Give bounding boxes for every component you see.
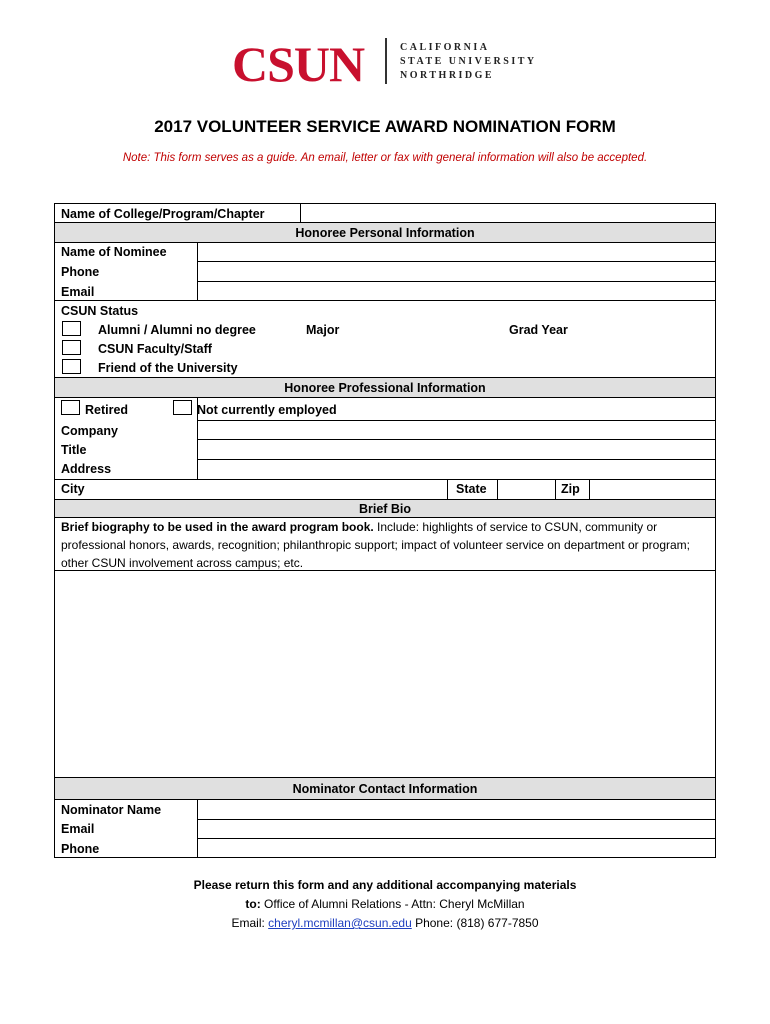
college-label: Name of College/Program/Chapter	[61, 207, 265, 221]
bio-text-area[interactable]	[55, 571, 715, 777]
nominee-label: Name of Nominee	[61, 245, 167, 259]
company-label: Company	[61, 424, 118, 438]
title-field[interactable]	[198, 440, 715, 459]
friend-option-label: Friend of the University	[98, 361, 238, 375]
contact-email-link[interactable]: cheryl.mcmillan@csun.edu	[268, 916, 412, 930]
form-note: Note: This form serves as a guide. An email, letter or fax with general information will also be accepted.	[122, 152, 648, 164]
logo-divider	[385, 38, 387, 84]
nominator-email-label: Email	[61, 822, 95, 836]
state-label: State	[456, 482, 487, 496]
nominator-name-label: Nominator Name	[61, 803, 162, 817]
company-field[interactable]	[198, 421, 715, 439]
return-office: Office of Alumni Relations - Attn: Cheryl McMillan	[260, 897, 525, 911]
nominator-info-header: Nominator Contact Information	[292, 782, 478, 796]
brief-bio-header: Brief Bio	[358, 502, 412, 516]
contact-phone: Phone: (818) 677-7850	[411, 916, 539, 930]
title-label: Title	[61, 443, 87, 457]
nomination-form-table	[54, 203, 716, 858]
zip-label: Zip	[561, 482, 580, 496]
logo-wordmark: CSUN	[232, 36, 365, 92]
return-instructions: Please return this form and any additional accompanying materials	[193, 878, 577, 892]
address-field[interactable]	[198, 460, 715, 479]
not-employed-label: Not currently employed	[197, 403, 337, 417]
phone-label: Phone	[61, 265, 100, 279]
logo-line-1: CALIFORNIA	[400, 42, 490, 53]
not-employed-checkbox[interactable]	[173, 400, 192, 415]
bio-instructions	[61, 518, 711, 572]
friend-checkbox[interactable]	[62, 359, 81, 374]
nominator-phone-label: Phone	[61, 842, 100, 856]
return-address	[0, 895, 770, 914]
city-field[interactable]	[198, 480, 447, 499]
alumni-option-label: Alumni / Alumni no degree	[98, 323, 256, 337]
logo-line-2: STATE UNIVERSITY	[400, 56, 537, 67]
address-label: Address	[61, 462, 112, 476]
bio-instructions-text: Include: highlights of service to CSUN, community or professional honors, awards, recognition; philanthropic support; impact of volunteer service on department or program; other CSUN involvement across campus; etc.	[61, 520, 690, 570]
nominator-phone-field[interactable]	[198, 839, 715, 857]
phone-field[interactable]	[198, 262, 715, 281]
return-to-label: to:	[245, 897, 261, 911]
email-prefix: Email:	[231, 916, 269, 930]
state-field[interactable]	[498, 480, 555, 499]
nominator-name-field[interactable]	[198, 800, 715, 819]
email-label: Email	[61, 285, 95, 299]
form-title: 2017 VOLUNTEER SERVICE AWARD NOMINATION FORM	[154, 117, 616, 136]
zip-field[interactable]	[590, 480, 715, 499]
bio-instructions-bold: Brief biography to be used in the award program book.	[61, 520, 374, 534]
contact-line	[0, 914, 770, 933]
city-label: City	[61, 482, 85, 496]
faculty-staff-checkbox[interactable]	[62, 340, 81, 355]
email-field[interactable]	[198, 282, 715, 300]
grad-year-label: Grad Year	[509, 323, 568, 337]
retired-label: Retired	[85, 403, 129, 417]
alumni-checkbox[interactable]	[62, 321, 81, 336]
csun-status-label: CSUN Status	[61, 304, 139, 318]
personal-info-header: Honoree Personal Information	[295, 226, 475, 240]
major-label: Major	[306, 323, 340, 337]
faculty-staff-option-label: CSUN Faculty/Staff	[98, 342, 212, 356]
retired-checkbox[interactable]	[61, 400, 80, 415]
professional-info-header: Honoree Professional Information	[284, 381, 486, 395]
nominee-field[interactable]	[198, 243, 715, 261]
nominator-email-field[interactable]	[198, 820, 715, 838]
logo-line-3: NORTHRIDGE	[400, 70, 495, 81]
college-field[interactable]	[301, 204, 715, 222]
